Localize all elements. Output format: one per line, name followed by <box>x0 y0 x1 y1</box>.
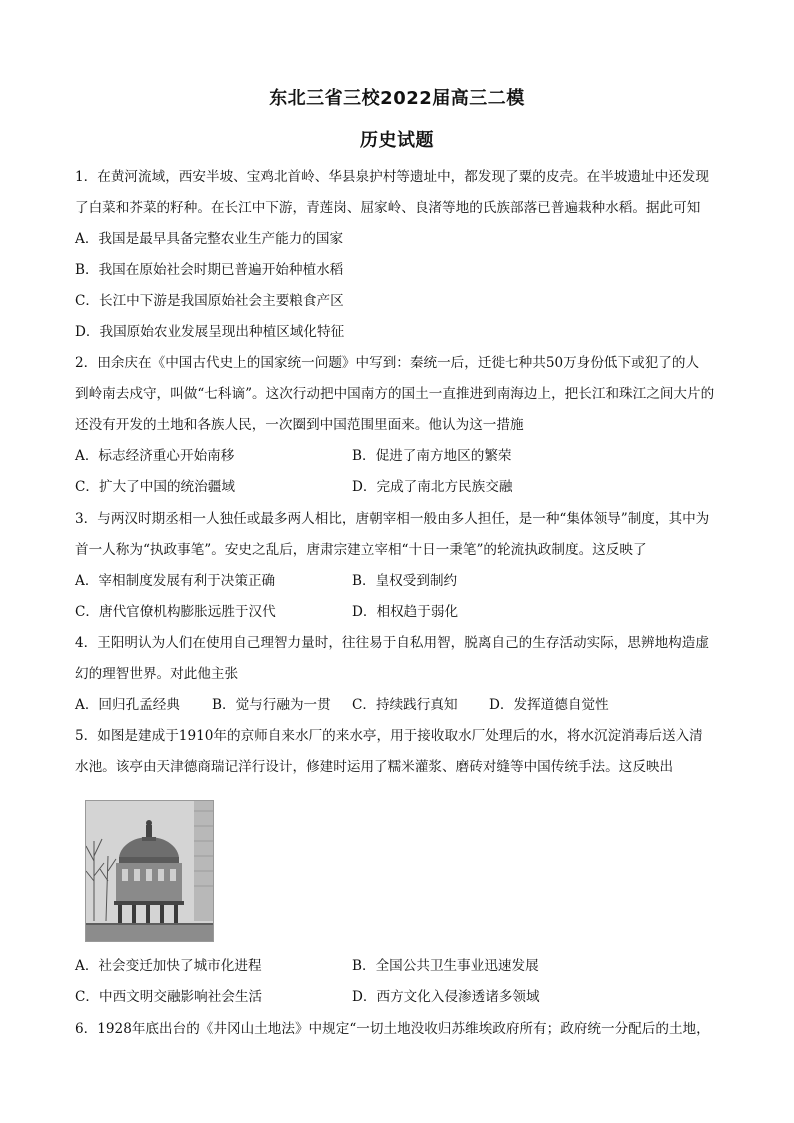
q5-stem-line-2: 水池。该亭由天津德商瑞记洋行设计，修建时运用了糯米灌浆、磨砖对缝等中国传统手法。这反映出 <box>75 759 674 775</box>
q4-stem-line-2: 幻的理智世界。对此他主张 <box>75 666 239 682</box>
q3-option-c: C．唐代官僚机构膨胀远胜于汉代 <box>75 604 276 620</box>
water-pavilion-photo <box>85 800 214 942</box>
q2-option-c: C．扩大了中国的统治疆域 <box>75 479 235 495</box>
q4-option-a: A．回归孔孟经典 <box>75 697 180 713</box>
q3-stem-line-2: 首一人称为“执政事笔”。安史之乱后，唐肃宗建立宰相“十日一秉笔”的轮流执政制度。这反映了 <box>75 542 647 558</box>
q3-option-d: D．相权趋于弱化 <box>352 604 459 620</box>
q1-option-d: D．我国原始农业发展呈现出种植区域化特征 <box>75 324 345 340</box>
q2-option-d: D．完成了南北方民族交融 <box>352 479 513 495</box>
q4-option-c: C．持续践行真知 <box>352 697 458 713</box>
q1-option-b: B．我国在原始社会时期已普遍开始种植水稻 <box>75 262 344 278</box>
q4-option-b: B．觉与行融为一贯 <box>212 697 331 713</box>
q5-option-d: D．西方文化入侵渗透诸多领域 <box>352 989 540 1005</box>
q4-stem-line-1: 4．王阳明认为人们在使用自己理智力量时，往往易于自私用智，脱离自己的生存活动实际，思辨地构造虚 <box>75 635 709 651</box>
exam-title: 东北三省三校2022届高三二模 <box>269 88 525 109</box>
q3-option-b: B．皇权受到制约 <box>352 573 458 589</box>
q2-stem-line-2: 到岭南去戍守，叫做“七科谪”。这次行动把中国南方的国土一直推进到南海边上，把长江和珠江之间大片的 <box>75 386 715 402</box>
q2-stem-line-3: 还没有开发的土地和各族人民，一次圈到中国范围里面来。他认为这一措施 <box>75 417 524 433</box>
exam-subtitle: 历史试题 <box>360 130 434 151</box>
q3-stem-line-1: 3．与两汉时期丞相一人独任或最多两人相比，唐朝宰相一般由多人担任，是一种“集体领导”制度，其中为 <box>75 511 710 527</box>
q2-stem-line-1: 2．田余庆在《中国古代史上的国家统一问题》中写到：秦统一后，迁徙七种共50万身份低下或犯了的人 <box>75 355 700 371</box>
q4-option-d: D．发挥道德自觉性 <box>489 697 609 713</box>
q6-stem-line-1: 6．1928年底出台的《井冈山土地法》中规定“一切土地没收归苏维埃政府所有；政府统一分配后的土地， <box>75 1021 710 1037</box>
q2-option-a: A．标志经济重心开始南移 <box>75 448 235 464</box>
q1-option-c: C．长江中下游是我国原始社会主要粮食产区 <box>75 293 344 309</box>
q1-option-a: A．我国是最早具备完整农业生产能力的国家 <box>75 231 344 247</box>
q5-option-c: C．中西文明交融影响社会生活 <box>75 989 263 1005</box>
q3-option-a: A．宰相制度发展有利于决策正确 <box>75 573 276 589</box>
q5-option-a: A．社会变迁加快了城市化进程 <box>75 958 262 974</box>
q2-option-b: B．促进了南方地区的繁荣 <box>352 448 512 464</box>
q5-stem-line-1: 5．如图是建成于1910年的京师自来水厂的来水亭，用于接收取水厂处理后的水，将水沉淀消毒后送入清 <box>75 728 703 744</box>
q5-option-b: B．全国公共卫生事业迅速发展 <box>352 958 539 974</box>
q1-stem-line-1: 1．在黄河流域，西安半坡、宝鸡北首岭、华县泉护村等遗址中，都发现了粟的皮壳。在半坡遗址中还发现 <box>75 169 709 185</box>
q1-stem-line-2: 了白菜和芥菜的籽种。在长江中下游，青莲岗、屈家岭、良渚等地的氏族部落已普遍栽种水稻。据此可知 <box>75 200 701 216</box>
